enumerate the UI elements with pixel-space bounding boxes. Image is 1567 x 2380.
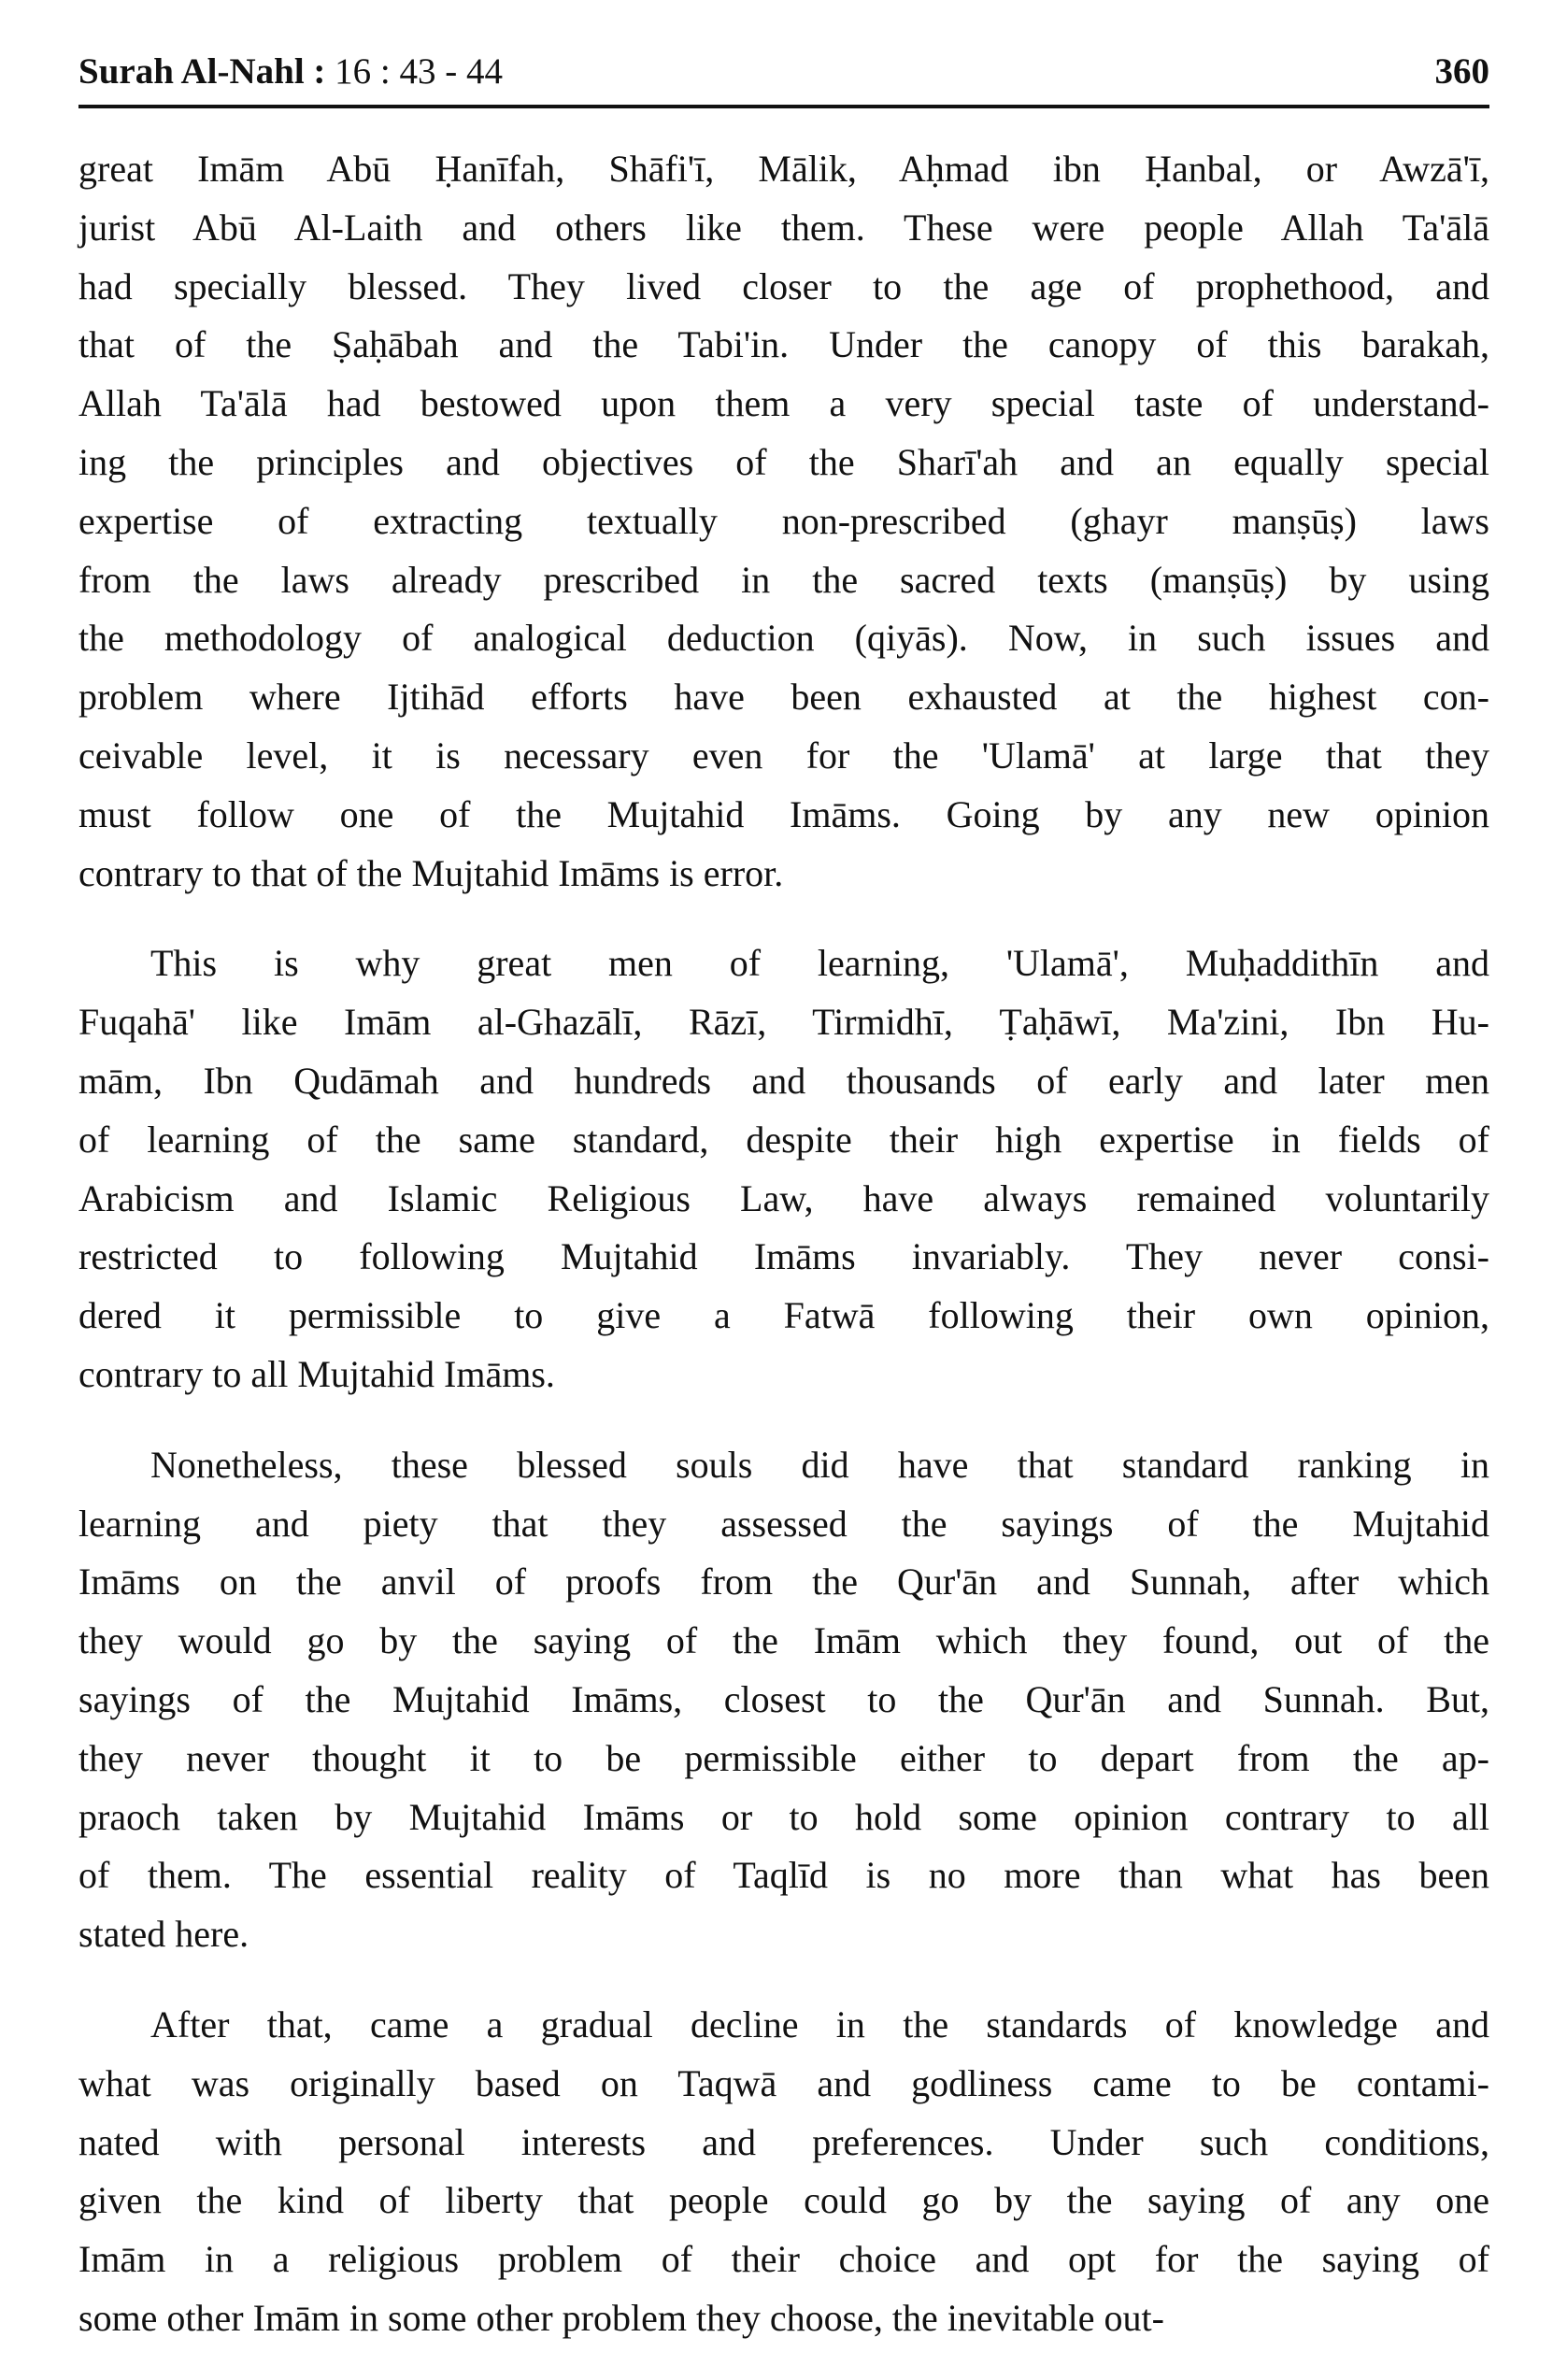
text-line: Allah Ta'ālā had bestowed upon them a very special taste of understand- [78,382,1489,425]
running-title [78,49,503,95]
text-line: learning and piety that they assessed the sayings of the Mujtahid [78,1502,1489,1545]
text-line: they never thought it to be permissible either to depart from the ap- [78,1736,1489,1779]
text-line: Nonetheless, these blessed souls did have that standard ranking in [150,1443,1489,1486]
text-line: Imām in a religious problem of their choice and opt for the saying of [78,2238,1489,2281]
text-line: from the laws already prescribed in the sacred texts (manṣūṣ) by using [78,558,1489,601]
text-line: Arabicism and Islamic Religious Law, have always remained voluntarily [78,1176,1489,1219]
text-line: nated with personal interests and preferences. Under such conditions, [78,2120,1489,2163]
text-line: ing the principles and objectives of the Sharī'ah and an equally special [78,440,1489,483]
text-line: expertise of extracting textually non-prescribed (ghayr manṣūṣ) laws [78,499,1489,542]
text-line: sayings of the Mujtahid Imāms, closest to the Qur'ān and Sunnah. But, [78,1677,1489,1720]
running-header [78,49,1489,108]
text-line: what was originally based on Taqwā and godliness came to be contami- [78,2061,1489,2104]
surah-name: Surah Al-Nahl : [78,51,326,92]
paragraph-4 [78,1996,1489,2348]
text-line: some other Imām in some other problem they choose, the inevitable out- [78,2296,1164,2339]
text-line: had specially blessed. They lived closer to the age of prophethood, and [78,264,1489,307]
text-line: Fuqahā' like Imām al-Ghazālī, Rāzī, Tirmidhī, Ṭaḥāwī, Ma'zini, Ibn Hu- [78,1001,1489,1044]
text-line: of them. The essential reality of Taqlīd is no more than what has been [78,1854,1489,1897]
verse-reference: 16 : 43 - 44 [335,51,503,92]
page-number: 360 [1434,51,1489,92]
text-line: they would go by the saying of the Imām which they found, out of the [78,1619,1489,1662]
text-line: restricted to following Mujtahid Imāms invariably. They never consi- [78,1235,1489,1278]
text-line: After that, came a gradual decline in the standards of knowledge and [150,2002,1489,2045]
text-line: the methodology of analogical deduction (qiyās). Now, in such issues and [78,617,1489,660]
text-line: Imāms on the anvil of proofs from the Qur'ān and Sunnah, after which [78,1561,1489,1603]
paragraph-3 [78,1436,1489,1964]
paragraph-2 [78,934,1489,1404]
text-line: contrary to all Mujtahid Imāms. [78,1352,555,1395]
text-line: that of the Ṣaḥābah and the Tabi'in. Under the canopy of this barakah, [78,323,1489,366]
text-line: of learning of the same standard, despite their high expertise in fields of [78,1118,1489,1161]
paragraph-1 [78,140,1489,903]
text-line: ceivable level, it is necessary even for the 'Ulamā' at large that they [78,734,1489,777]
text-line: contrary to that of the Mujtahid Imāms is error. [78,851,784,894]
text-line: problem where Ijtihād efforts have been exhausted at the highest con- [78,676,1489,719]
text-line: mām, Ibn Qudāmah and hundreds and thousands of early and later men [78,1059,1489,1102]
text-line: given the kind of liberty that people could go by the saying of any one [78,2179,1489,2222]
text-line: praoch taken by Mujtahid Imāms or to hold some opinion contrary to all [78,1795,1489,1838]
body-text [78,140,1489,2380]
text-line: must follow one of the Mujtahid Imāms. Going by any new opinion [78,792,1489,835]
text-line: stated here. [78,1913,249,1956]
text-line: jurist Abū Al-Laith and others like them. These were people Allah Ta'ālā [78,206,1489,249]
text-line: This is why great men of learning, 'Ulamā', Muḥaddithīn and [150,942,1489,985]
text-line: dered it permissible to give a Fatwā following their own opinion, [78,1294,1489,1337]
text-line: great Imām Abū Ḥanīfah, Shāfi'ī, Mālik, Aḥmad ibn Ḥanbal, or Awzā'ī, [78,148,1489,190]
